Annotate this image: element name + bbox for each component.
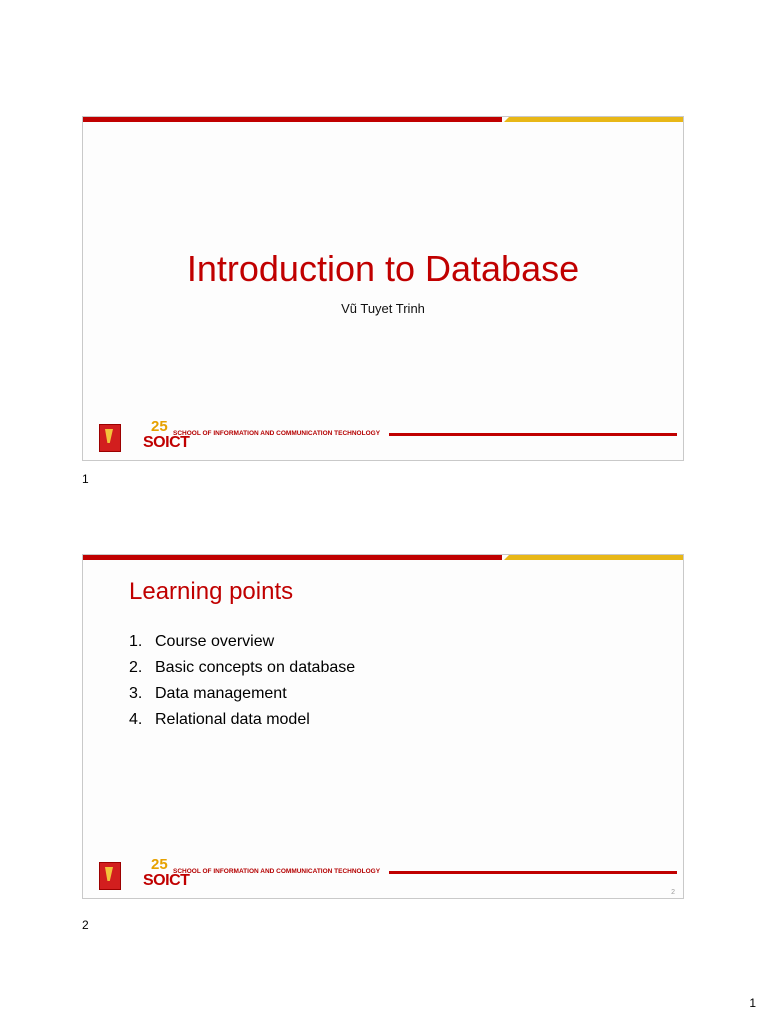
learning-points-list — [129, 629, 355, 733]
top-bar-red — [83, 117, 502, 122]
soict-logo — [121, 856, 190, 892]
logo-number: 25 — [151, 856, 168, 873]
slide-top-bar — [83, 117, 683, 122]
list-item-number: 3. — [129, 685, 143, 702]
top-bar-gold — [504, 555, 683, 560]
list-item-number: 4. — [129, 711, 143, 728]
slide-2 — [82, 554, 684, 899]
list-item — [129, 681, 355, 707]
logo-text: SOICT — [143, 434, 190, 451]
university-logo-icon — [99, 862, 121, 890]
slide-caption-1: 1 — [82, 472, 89, 486]
list-item — [129, 707, 355, 733]
slide-number: 2 — [671, 889, 675, 896]
top-bar-red — [83, 555, 502, 560]
list-item-text: Relational data model — [155, 711, 310, 728]
footer-divider — [389, 871, 677, 874]
list-item-text: Basic concepts on database — [155, 659, 356, 676]
slide-caption-2: 2 — [82, 918, 89, 932]
slide-heading: Learning points — [129, 578, 294, 605]
school-name: SCHOOL OF INFORMATION AND COMMUNICATION TECHNOLOGY — [173, 868, 381, 875]
list-item — [129, 629, 355, 655]
university-logo-icon — [99, 424, 121, 452]
top-bar-gold — [504, 117, 683, 122]
list-item-number: 1. — [129, 633, 143, 650]
page-number: 1 — [749, 996, 756, 1010]
slide-1 — [82, 116, 684, 461]
list-item — [129, 655, 355, 681]
logo-text: SOICT — [143, 872, 190, 889]
school-name: SCHOOL OF INFORMATION AND COMMUNICATION TECHNOLOGY — [173, 430, 381, 437]
list-item-number: 2. — [129, 659, 143, 676]
slide-title: Introduction to Database — [186, 248, 580, 289]
slide-footer — [99, 420, 677, 454]
list-item-text: Data management — [155, 685, 287, 702]
soict-logo — [121, 418, 190, 454]
slide-top-bar — [83, 555, 683, 560]
list-item-text: Course overview — [155, 633, 275, 650]
logo-number: 25 — [151, 418, 168, 435]
slide-subtitle: Vũ Tuyet Trinh — [341, 301, 425, 316]
footer-divider — [389, 433, 677, 436]
slide-footer — [99, 858, 677, 892]
